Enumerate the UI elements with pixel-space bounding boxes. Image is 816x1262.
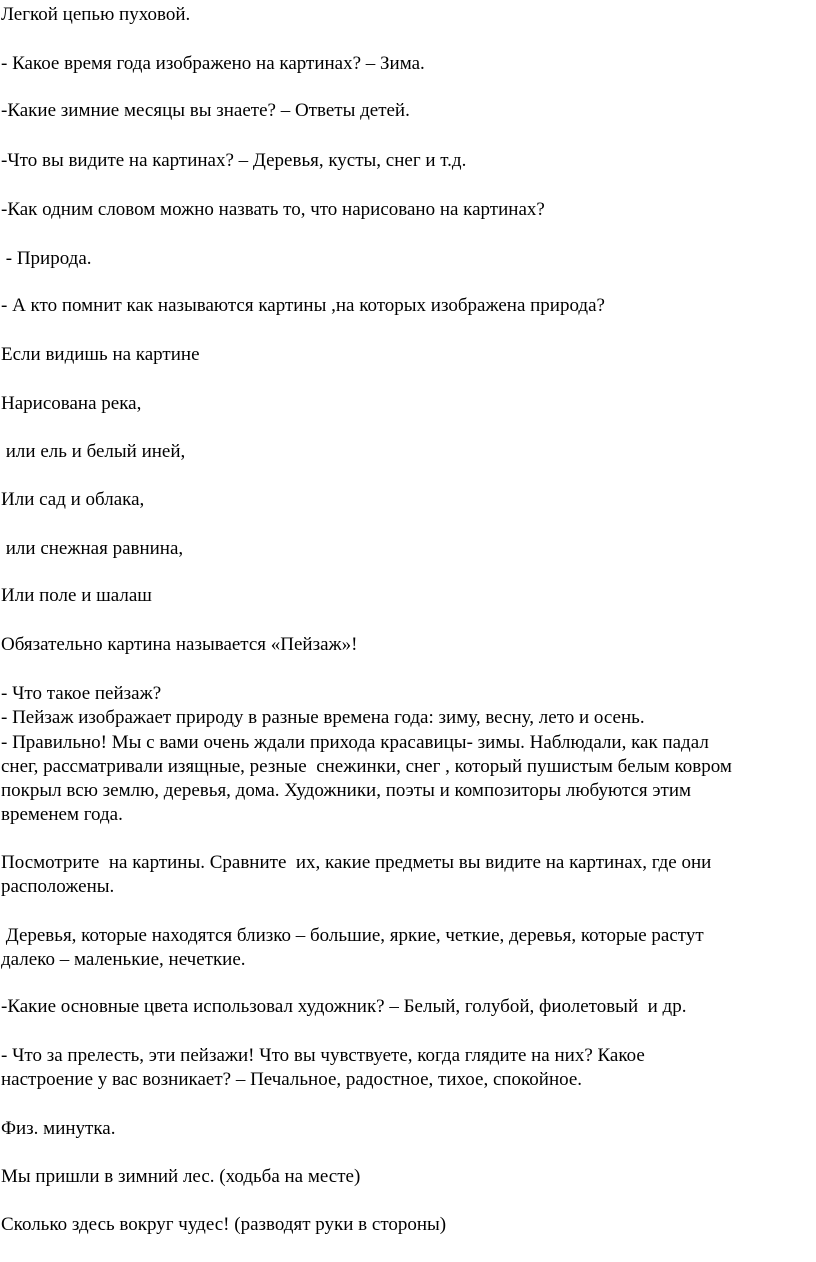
text-line: - Какое время года изображено на картинах? – Зима. [1,53,425,74]
text-line: временем года. [1,804,123,825]
text-line: снег, рассматривали изящные, резные снежинки, снег , который пушистым белым ковром [1,756,732,777]
text-line: - Природа. [1,248,92,269]
text-line: Или поле и шалаш [1,585,152,606]
text-line: Мы пришли в зимний лес. (ходьба на месте) [1,1166,361,1187]
text-line: - А кто помнит как называются картины ,на которых изображена природа? [1,295,605,316]
text-line: настроение у вас возникает? – Печальное, радостное, тихое, спокойное. [1,1069,583,1090]
text-line: покрыл всю землю, деревья, дома. Художники, поэты и композиторы любуются этим [1,780,692,801]
text-line: - Что за прелесть, эти пейзажи! Что вы чувствуете, когда глядите на них? Какое [1,1045,645,1066]
text-line: Нарисована река, [1,393,142,414]
text-line: Легкой цепью пуховой. [1,4,191,25]
text-line: - Что такое пейзаж? [1,683,162,704]
text-line: Физ. минутка. [1,1118,116,1139]
text-line: далеко – маленькие, нечеткие. [1,949,246,970]
text-line: Если видишь на картине [1,344,200,365]
text-line: расположены. [1,876,115,897]
text-line: -Как одним словом можно назвать то, что нарисовано на картинах? [1,199,545,220]
text-line: Или сад и облака, [1,489,145,510]
text-line: -Что вы видите на картинах? – Деревья, кусты, снег и т.д. [1,150,467,171]
text-line: или ель и белый иней, [1,441,186,462]
text-line: Обязательно картина называется «Пейзаж»! [1,634,358,655]
text-line: или снежная равнина, [1,538,184,559]
text-line: Сколько здесь вокруг чудес! (разводят руки в стороны) [1,1214,447,1235]
text-line: - Пейзаж изображает природу в разные времена года: зиму, весну, лето и осень. [1,707,645,728]
text-line: Деревья, которые находятся близко – большие, яркие, четкие, деревья, которые растут [1,925,704,946]
text-line: - Правильно! Мы с вами очень ждали прихода красавицы- зимы. Наблюдали, как падал [1,732,709,753]
text-line: Посмотрите на картины. Сравните их, какие предметы вы видите на картинах, где они [1,852,712,873]
text-line: -Какие зимние месяцы вы знаете? – Ответы детей. [1,100,410,121]
text-line: -Какие основные цвета использовал художник? – Белый, голубой, фиолетовый и др. [1,996,687,1017]
